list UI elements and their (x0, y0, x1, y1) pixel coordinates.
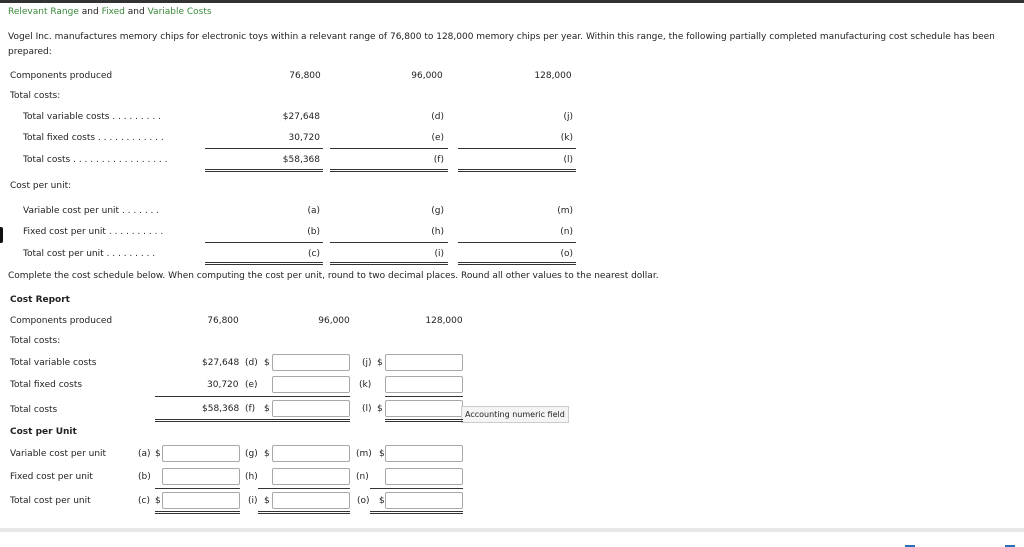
schedule-total-val-3: (l) (563, 155, 573, 165)
report-fix-unit-label: Fixed cost per unit (10, 472, 93, 482)
schedule-variable-val-3: (j) (563, 112, 573, 122)
report-cost-per-unit-title: Cost per Unit (10, 427, 77, 437)
input-m[interactable] (385, 445, 463, 462)
schedule-total-val-1: $58,368 (282, 155, 320, 165)
report-letter-f: (f) (245, 404, 256, 414)
input-k[interactable] (385, 376, 463, 393)
schedule-cost-per-unit-label: Cost per unit: (10, 181, 72, 191)
report-unit-double-rule-1 (155, 511, 240, 514)
report-var-unit-label: Variable cost per unit (10, 449, 107, 459)
report-variable-given: $27,648 (202, 358, 240, 368)
schedule-col-2: 96,000 (411, 71, 443, 81)
report-dollar-l: $ (377, 404, 383, 414)
schedule-var-unit-val-3: (m) (557, 206, 573, 216)
schedule-col-1: 76,800 (289, 71, 321, 81)
report-letter-l: (l) (362, 404, 372, 414)
input-n[interactable] (385, 468, 463, 485)
report-letter-o: (o) (357, 496, 370, 506)
report-rule-2 (272, 396, 350, 397)
report-title: Cost Report (10, 295, 70, 305)
report-dollar-m: $ (379, 449, 385, 459)
schedule-total-val-2: (f) (433, 155, 444, 165)
intro-line-1: Vogel Inc. manufactures memory chips for electronic toys within a relevant range of 76,800 to 128,000 memory chips per year. Within this range, the following partially completed manufacturing cost schedule has been (8, 32, 995, 42)
schedule-rule-3 (458, 148, 576, 149)
input-a[interactable] (162, 445, 240, 462)
schedule-fixed-val-2: (e) (431, 133, 444, 143)
schedule-rule-1 (205, 148, 323, 149)
input-e[interactable] (272, 376, 350, 393)
schedule-tot-unit-val-2: (i) (434, 249, 444, 259)
report-letter-k: (k) (359, 380, 372, 390)
report-fixed-given: 30,720 (207, 380, 239, 390)
schedule-unit-double-rule-3 (458, 262, 576, 265)
title-part-fixed: Fixed (101, 7, 125, 17)
input-o[interactable] (385, 492, 463, 509)
input-f[interactable] (272, 400, 350, 417)
input-g[interactable] (272, 445, 350, 462)
input-b[interactable] (162, 468, 240, 485)
schedule-fix-unit-label: Fixed cost per unit . . . . . . . . . . (23, 227, 164, 237)
report-col-1: 76,800 (207, 316, 239, 326)
title-part-relevant-range: Relevant Range (8, 7, 79, 17)
schedule-var-unit-val-1: (a) (307, 206, 320, 216)
schedule-total-label: Total costs . . . . . . . . . . . . . . . . . (23, 155, 168, 165)
report-unit-rule-1 (155, 488, 240, 489)
report-col-2: 96,000 (318, 316, 350, 326)
report-unit-rule-3 (370, 488, 463, 489)
instruction-text: Complete the cost schedule below. When computing the cost per unit, round to two decimal places. Round all other values to the nearest dollar. (8, 271, 659, 281)
schedule-fixed-val-3: (k) (560, 133, 573, 143)
report-letter-m: (m) (356, 449, 372, 459)
intro-line-2: prepared: (8, 47, 52, 57)
schedule-variable-val-1: $27,648 (282, 112, 320, 122)
schedule-fix-unit-val-2: (h) (431, 227, 444, 237)
schedule-tot-unit-val-3: (o) (560, 249, 573, 259)
report-rule-3 (385, 396, 463, 397)
report-col-3: 128,000 (425, 316, 463, 326)
report-dollar-c: $ (155, 496, 161, 506)
title-and-2: and (127, 7, 145, 17)
report-fixed-label: Total fixed costs (10, 380, 83, 390)
report-total-costs-label: Total costs: (10, 336, 61, 346)
report-letter-i: (i) (248, 496, 258, 506)
schedule-tot-unit-label: Total cost per unit . . . . . . . . . (23, 249, 156, 259)
input-i[interactable] (272, 492, 350, 509)
report-letter-b: (b) (138, 472, 151, 482)
report-letter-e: (e) (245, 380, 258, 390)
report-letter-g: (g) (245, 449, 258, 459)
schedule-unit-double-rule-1 (205, 262, 323, 265)
schedule-col-3: 128,000 (534, 71, 572, 81)
report-total-given: $58,368 (202, 404, 240, 414)
accounting-field-tooltip: Accounting numeric field (461, 406, 569, 423)
schedule-variable-label: Total variable costs . . . . . . . . . (23, 112, 161, 122)
schedule-rule-2 (330, 148, 448, 149)
report-dollar-o: $ (379, 496, 385, 506)
page-title (8, 7, 212, 18)
schedule-unit-rule-3 (458, 242, 576, 243)
report-double-rule-2 (272, 419, 350, 422)
input-c[interactable] (162, 492, 240, 509)
title-and-1: and (81, 7, 99, 17)
report-letter-c: (c) (138, 496, 150, 506)
schedule-unit-rule-1 (205, 242, 323, 243)
report-double-rule-1 (155, 419, 275, 422)
report-total-label: Total costs (10, 405, 58, 415)
report-unit-rule-2 (258, 488, 350, 489)
report-dollar-a: $ (155, 449, 161, 459)
report-letter-a: (a) (138, 449, 151, 459)
report-letter-h: (h) (245, 472, 258, 482)
report-variable-label: Total variable costs (10, 358, 97, 368)
report-unit-double-rule-3 (370, 511, 463, 514)
report-letter-n: (n) (356, 472, 369, 482)
report-dollar-j: $ (377, 358, 383, 368)
schedule-double-rule-1 (205, 169, 323, 172)
report-unit-double-rule-2 (258, 511, 350, 514)
report-rule-1 (155, 396, 275, 397)
report-dollar-i: $ (264, 496, 270, 506)
schedule-unit-rule-2 (330, 242, 448, 243)
input-h[interactable] (272, 468, 350, 485)
schedule-var-unit-val-2: (g) (431, 206, 444, 216)
schedule-var-unit-label: Variable cost per unit . . . . . . . (23, 206, 160, 216)
report-components-label: Components produced (10, 316, 113, 326)
schedule-fix-unit-val-1: (b) (307, 227, 320, 237)
report-dollar-d: $ (264, 358, 270, 368)
schedule-fixed-val-1: 30,720 (288, 133, 320, 143)
input-j[interactable] (385, 354, 463, 371)
title-part-variable-costs: Variable Costs (147, 7, 212, 17)
schedule-fixed-label: Total fixed costs . . . . . . . . . . . . (23, 133, 164, 143)
report-double-rule-3 (385, 419, 463, 422)
input-l[interactable] (385, 400, 463, 417)
input-d[interactable] (272, 354, 350, 371)
schedule-double-rule-2 (330, 169, 448, 172)
bottom-divider (0, 528, 1024, 532)
report-tot-unit-label: Total cost per unit (10, 496, 91, 506)
schedule-variable-val-2: (d) (431, 112, 444, 122)
top-border (0, 0, 1024, 3)
schedule-components-label: Components produced (10, 71, 113, 81)
report-dollar-g: $ (264, 449, 270, 459)
schedule-double-rule-3 (458, 169, 576, 172)
report-letter-j: (j) (362, 358, 372, 368)
schedule-fix-unit-val-3: (n) (560, 227, 573, 237)
side-tab-marker[interactable] (0, 227, 3, 243)
schedule-unit-double-rule-2 (330, 262, 448, 265)
report-letter-d: (d) (245, 358, 258, 368)
report-dollar-f: $ (264, 404, 270, 414)
schedule-total-costs-label: Total costs: (10, 91, 61, 101)
schedule-tot-unit-val-1: (c) (308, 249, 320, 259)
